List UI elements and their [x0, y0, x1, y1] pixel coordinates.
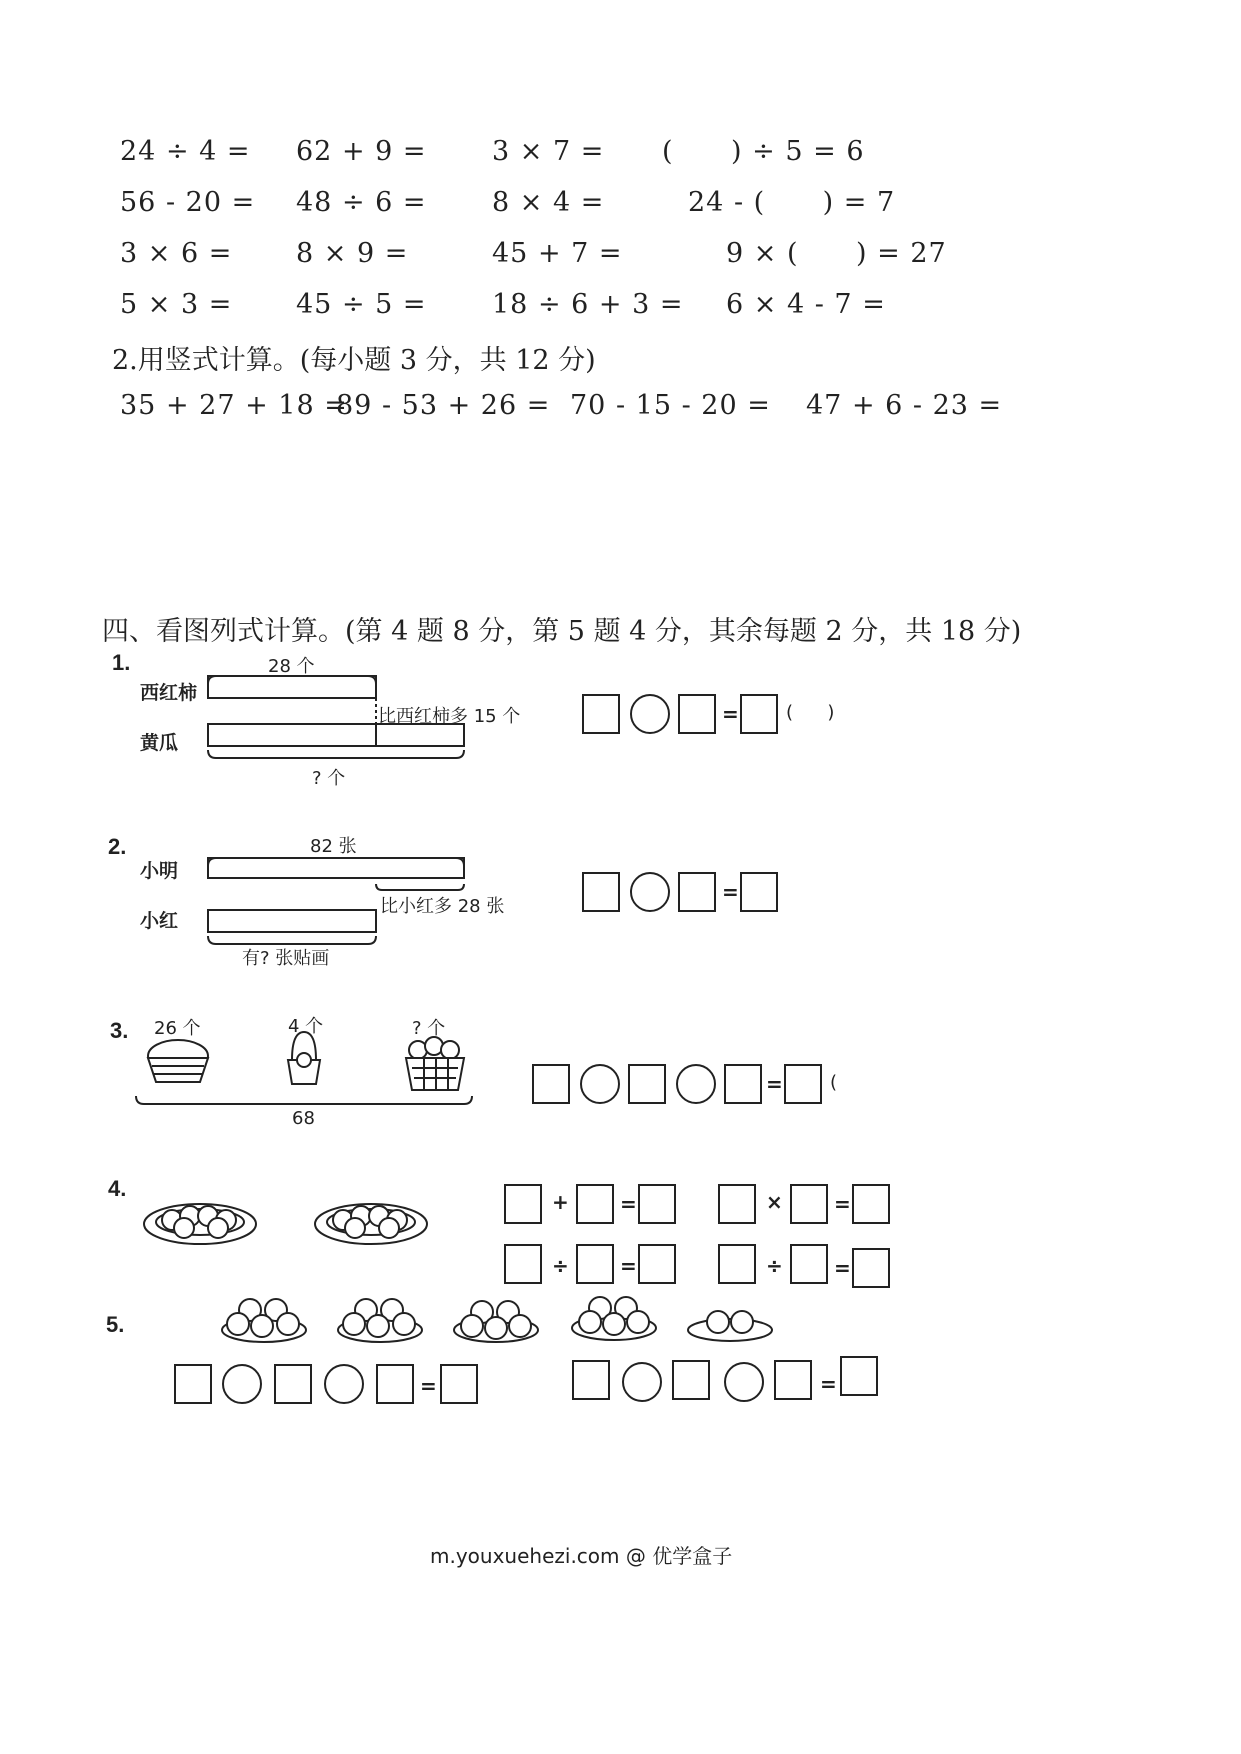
q3-basket-1	[148, 1040, 208, 1082]
oral-expr: 9 × ( ) = 27	[726, 238, 947, 269]
answer-box[interactable]	[576, 1184, 614, 1224]
oral-expr: 3 × 6 =	[120, 238, 233, 269]
oral-expr: 24 ÷ 4 =	[120, 136, 251, 167]
q1-bottom-brace	[208, 750, 464, 758]
q2-number: 2.	[108, 834, 127, 859]
equals-sign: =	[834, 1192, 851, 1216]
answer-box[interactable]	[852, 1184, 890, 1224]
q5-plate-5	[688, 1311, 772, 1341]
q3-label-basket1: 26 个	[154, 1018, 201, 1039]
equals-sign: =	[722, 702, 739, 726]
q3-basket-2	[288, 1032, 320, 1084]
oral-expr: 5 × 3 =	[120, 289, 233, 320]
q5-plate-4	[572, 1297, 656, 1340]
answer-box[interactable]	[774, 1360, 812, 1400]
q5-number: 5.	[106, 1312, 125, 1337]
answer-box[interactable]	[784, 1064, 822, 1104]
vertical-calc-expr: 35 + 27 + 18 =	[120, 390, 348, 421]
q4-number: 4.	[108, 1176, 127, 1201]
operator-circle[interactable]	[222, 1364, 262, 1404]
operator-circle[interactable]	[324, 1364, 364, 1404]
answer-box[interactable]	[718, 1244, 756, 1284]
q3-bottom-brace	[136, 1096, 472, 1104]
q3-basket-3	[406, 1037, 464, 1090]
vertical-calc-expr: 70 - 15 - 20 =	[570, 390, 771, 421]
answer-box[interactable]	[582, 872, 620, 912]
footer-watermark: m.youxuehezi.com @ 优学盒子	[430, 1544, 733, 1568]
q2-row-xiaoming: 小明	[140, 860, 179, 882]
q2-xiaoming-bar	[208, 858, 464, 878]
answer-box[interactable]	[582, 694, 620, 734]
q3-total-label: 68	[292, 1108, 315, 1129]
q2-row-xiaohong: 小红	[140, 910, 179, 932]
oral-expr: 6 × 4 - 7 =	[726, 289, 886, 320]
oral-expr: 18 ÷ 6 + 3 =	[492, 289, 684, 320]
q2-top-brace	[208, 858, 464, 866]
q2-more-label: 比小红多 28 张	[380, 896, 505, 917]
equals-sign: =	[620, 1192, 637, 1216]
q2-xiaohong-bar	[208, 910, 376, 932]
answer-box[interactable]	[852, 1248, 890, 1288]
equals-sign: =	[420, 1374, 437, 1398]
answer-box[interactable]	[628, 1064, 666, 1104]
answer-box[interactable]	[740, 872, 778, 912]
equals-sign: =	[620, 1254, 637, 1278]
answer-box[interactable]	[532, 1064, 570, 1104]
answer-box[interactable]	[740, 694, 778, 734]
oral-expr: ( ) ÷ 5 = 6	[662, 136, 865, 167]
oral-expr: 56 - 20 =	[120, 187, 256, 218]
answer-box[interactable]	[840, 1356, 878, 1396]
oral-expr: 24 - ( ) = 7	[688, 187, 896, 218]
q3-label-basket3: ? 个	[412, 1018, 446, 1039]
divide-sign: ÷	[552, 1254, 569, 1278]
vertical-calc-heading: 2.用竖式计算。(每小题 3 分，共 12 分)	[112, 345, 596, 376]
answer-box[interactable]	[678, 872, 716, 912]
equals-sign: =	[722, 880, 739, 904]
answer-box[interactable]	[504, 1244, 542, 1284]
q5-plate-1	[222, 1299, 306, 1342]
equals-sign: =	[766, 1072, 783, 1096]
plus-sign: +	[552, 1190, 569, 1214]
operator-circle[interactable]	[580, 1064, 620, 1104]
q4-plate-2	[315, 1204, 427, 1244]
q2-bottom-label: 有? 张贴画	[242, 948, 330, 969]
answer-box[interactable]	[718, 1184, 756, 1224]
q1-bottom-label: ? 个	[312, 768, 346, 789]
answer-box[interactable]	[572, 1360, 610, 1400]
q1-number: 1.	[112, 650, 131, 675]
section4-heading: 四、看图列式计算。(第 4 题 8 分，第 5 题 4 分，其余每题 2 分，共 18 分)	[102, 616, 1022, 647]
q2-top-label: 82 张	[310, 836, 357, 857]
answer-box[interactable]	[576, 1244, 614, 1284]
oral-expr: 48 ÷ 6 =	[296, 187, 427, 218]
equals-sign: =	[820, 1372, 837, 1396]
q2-more-brace	[376, 884, 464, 890]
oral-expr: 8 × 4 =	[492, 187, 605, 218]
q4-plate-1	[144, 1204, 256, 1244]
q3-number: 3.	[110, 1018, 129, 1043]
q5-plate-2	[338, 1299, 422, 1342]
equals-sign: =	[834, 1256, 851, 1280]
q3-label-basket2: 4 个	[288, 1016, 324, 1037]
answer-box[interactable]	[440, 1364, 478, 1404]
answer-box[interactable]	[790, 1184, 828, 1224]
operator-circle[interactable]	[622, 1362, 662, 1402]
answer-box[interactable]	[274, 1364, 312, 1404]
oral-expr: 45 + 7 =	[492, 238, 623, 269]
q1-unit-paren: ( )	[786, 702, 835, 723]
answer-box[interactable]	[672, 1360, 710, 1400]
q3-unit-paren: (	[830, 1072, 838, 1093]
answer-box[interactable]	[724, 1064, 762, 1104]
operator-circle[interactable]	[630, 872, 670, 912]
operator-circle[interactable]	[676, 1064, 716, 1104]
vertical-calc-expr: 89 - 53 + 26 =	[336, 390, 551, 421]
operator-circle[interactable]	[630, 694, 670, 734]
q1-more-label: 比西红柿多 15 个	[378, 706, 521, 727]
q1-tomato-bar	[208, 676, 376, 698]
q1-row-cucumber: 黄瓜	[140, 732, 179, 754]
answer-box[interactable]	[678, 694, 716, 734]
q2-bottom-brace	[208, 936, 376, 944]
oral-expr: 62 + 9 =	[296, 136, 427, 167]
answer-box[interactable]	[174, 1364, 212, 1404]
oral-expr: 8 × 9 =	[296, 238, 409, 269]
q1-cucumber-bar	[208, 724, 376, 746]
q1-top-label: 28 个	[268, 656, 315, 677]
oral-expr: 45 ÷ 5 =	[296, 289, 427, 320]
answer-box[interactable]	[790, 1244, 828, 1284]
operator-circle[interactable]	[724, 1362, 764, 1402]
divide-sign: ÷	[766, 1254, 783, 1278]
answer-box[interactable]	[376, 1364, 414, 1404]
answer-box[interactable]	[638, 1184, 676, 1224]
answer-box[interactable]	[638, 1244, 676, 1284]
q1-row-tomato: 西红柿	[140, 682, 198, 704]
vertical-calc-expr: 47 + 6 - 23 =	[806, 390, 1003, 421]
oral-expr: 3 × 7 =	[492, 136, 605, 167]
times-sign: ×	[766, 1190, 783, 1214]
q5-plate-3	[454, 1301, 538, 1342]
answer-box[interactable]	[504, 1184, 542, 1224]
